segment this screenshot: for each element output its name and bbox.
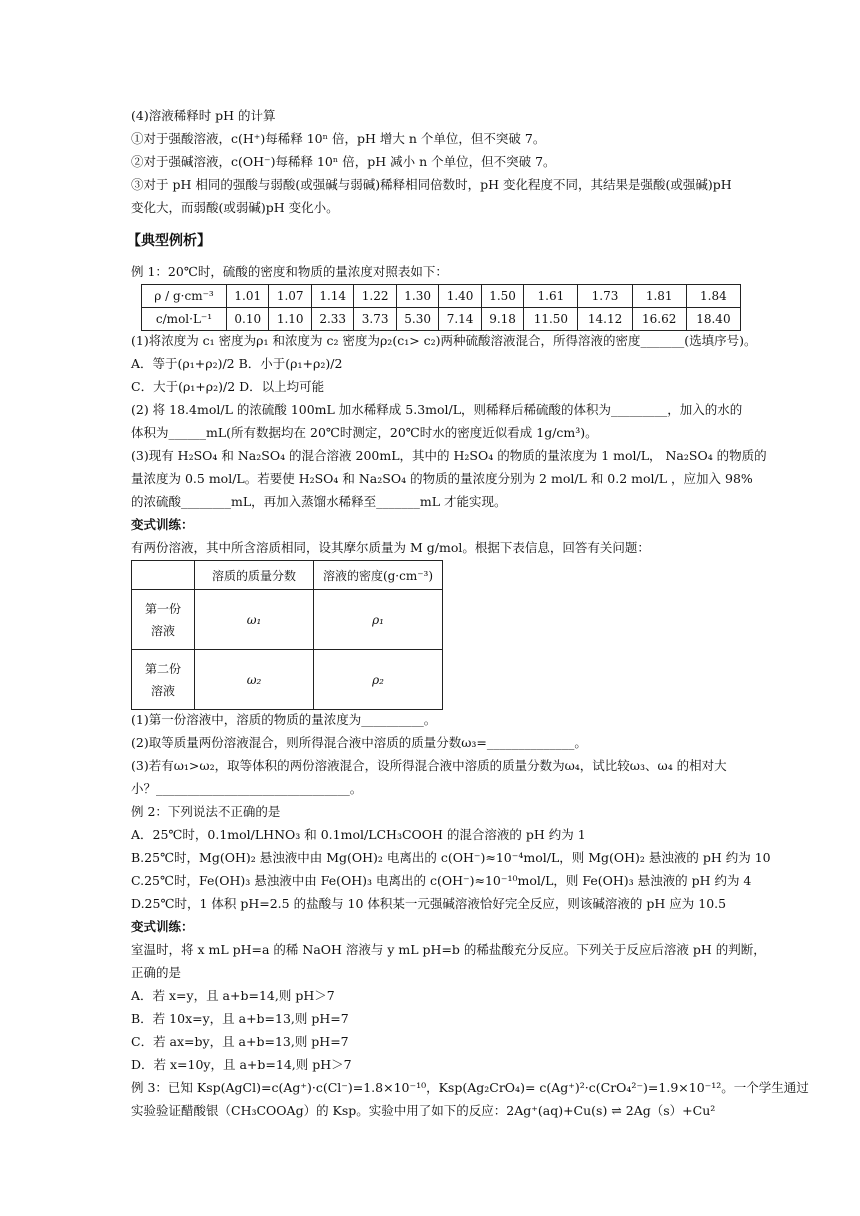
rho1-cell: ρ₁ (314, 590, 443, 650)
concentration-row-label: c/mol·L⁻¹ (142, 308, 227, 331)
density-cell: 1.50 (481, 285, 523, 308)
solution-row-2-label (132, 650, 195, 710)
example1-q3c: 的浓硫酸________mL，再加入蒸馏水稀释至_______mL 才能实现。 (131, 494, 507, 509)
variation2-intro-1: 室温时，将 x mL pH=a 的稀 NaOH 溶液与 y mL pH=b 的稀盐酸充分反应。下列关于反应后溶液 pH 的判断， (131, 942, 766, 957)
solution-row-2 (132, 650, 443, 710)
density-cell: 1.22 (354, 285, 396, 308)
solution-row-1-label-top: 第一份 (144, 601, 181, 616)
variation1-q1: (1)第一份溶液中，溶质的物质的量浓度为__________。 (131, 712, 437, 727)
solution-row-1 (132, 590, 443, 650)
example2-intro: 例 2：下列说法不正确的是 (131, 804, 281, 819)
example2-option-c: C.25℃时，Fe(OH)₃ 悬浊液中由 Fe(OH)₃ 电离出的 c(OH⁻)≈10⁻¹⁰mol/L，则 Fe(OH)₃ 悬浊液的 pH 约为 4 (131, 873, 752, 888)
example1-q3a: (3)现有 H₂SO₄ 和 Na₂SO₄ 的混合溶液 200mL，其中的 H₂SO₄ 的物质的量浓度为 1 mol/L， Na₂SO₄ 的物质的 (131, 448, 767, 463)
concentration-cell: 11.50 (524, 308, 578, 331)
example1-q2b: 体积为______mL(所有数据均在 20℃时测定，20℃时水的密度近似看成 1g/cm³)。 (131, 425, 598, 440)
variation1-q3a: (3)若有ω₁>ω₂，取等体积的两份溶液混合，设所得混合液中溶质的质量分数为ω₄，试比较ω₃、ω₄ 的相对大 (131, 758, 727, 773)
variation2-option-c: C．若 ax=by，且 a+b=13,则 pH=7 (131, 1034, 349, 1049)
concentration-cell: 1.10 (269, 308, 311, 331)
typical-examples-heading: 【典型例析】 (127, 233, 211, 249)
solution-row-1-label-bottom: 溶液 (150, 623, 175, 638)
density-cell: 1.01 (227, 285, 269, 308)
variation2-option-b: B．若 10x=y，且 a+b=13,则 pH=7 (131, 1011, 349, 1026)
concentration-cell: 16.62 (632, 308, 686, 331)
omega2-cell: ω₂ (195, 650, 314, 710)
variation2-label: 变式训练： (131, 919, 194, 934)
solution-row-2-label-bottom: 溶液 (150, 683, 175, 698)
density-cell: 1.07 (269, 285, 311, 308)
variation1-intro: 有两份溶液，其中所含溶质相同，设其摩尔质量为 M g/mol。根据下表信息，回答有关问题： (131, 540, 650, 555)
example1-q1: (1)将浓度为 c₁ 密度为ρ₁ 和浓度为 c₂ 密度为ρ₂(c₁> c₂)两种硫酸溶液混合，所得溶液的密度_______(选填序号)。 (131, 333, 757, 348)
example2-option-d: D.25℃时，1 体积 pH=2.5 的盐酸与 10 体积某一元强碱溶液恰好完全反应，则该碱溶液的 pH 应为 10.5 (131, 896, 727, 911)
variation1-q3b: 小？_______________________________。 (131, 781, 363, 796)
concentration-cell: 3.73 (354, 308, 396, 331)
density-cell: 1.81 (632, 285, 686, 308)
section-item-3b: 变化大，而弱酸(或弱碱)pH 变化小。 (131, 200, 339, 215)
section-item-2: ②对于强碱溶液，c(OH⁻)每稀释 10ⁿ 倍，pH 减小 n 个单位，但不突破 7。 (131, 154, 556, 169)
example2-option-b: B.25℃时，Mg(OH)₂ 悬浊液中由 Mg(OH)₂ 电离出的 c(OH⁻)≈10⁻⁴mol/L，则 Mg(OH)₂ 悬浊液的 pH 约为 10 (131, 850, 771, 865)
variation2-option-d: D．若 x=10y，且 a+b=14,则 pH＞7 (131, 1057, 352, 1072)
density-cell: 1.14 (311, 285, 353, 308)
example1-q1-options-ab: A．等于(ρ₁+ρ₂)/2 B．小于(ρ₁+ρ₂)/2 (131, 356, 343, 371)
density-row (142, 285, 741, 308)
section-title: (4)溶液稀释时 pH 的计算 (131, 108, 276, 123)
concentration-cell: 14.12 (578, 308, 632, 331)
density-header: 溶液的密度(g·cm⁻³) (314, 561, 443, 590)
solution-table (131, 560, 443, 710)
density-row-label: ρ / g·cm⁻³ (142, 285, 227, 308)
concentration-cell: 18.40 (686, 308, 740, 331)
example3-line-1: 例 3：已知 Ksp(AgCl)=c(Ag⁺)·c(Cl⁻)=1.8×10⁻¹⁰，Ksp(Ag₂CrO₄)= c(Ag⁺)²·c(CrO₄²⁻)=1.9×10⁻¹²。一个学生通过 (131, 1080, 809, 1095)
variation1-label: 变式训练： (131, 517, 194, 532)
density-table (141, 284, 741, 331)
concentration-cell: 2.33 (311, 308, 353, 331)
example1-q3b: 量浓度为 0.5 mol/L。若要使 H₂SO₄ 和 Na₂SO₄ 的物质的量浓度分别为 2 mol/L 和 0.2 mol/L ，应加入 98% (131, 471, 753, 486)
section-item-1: ①对于强酸溶液，c(H⁺)每稀释 10ⁿ 倍，pH 增大 n 个单位，但不突破 7。 (131, 131, 546, 146)
density-cell: 1.61 (524, 285, 578, 308)
concentration-row (142, 308, 741, 331)
section-item-3a: ③对于 pH 相同的强酸与弱酸(或强碱与弱碱)稀释相同倍数时，pH 变化程度不同，其结果是强酸(或强碱)pH (131, 177, 732, 192)
example1-intro: 例 1：20℃时，硫酸的密度和物质的量浓度对照表如下： (131, 264, 448, 279)
solution-row-1-label (132, 590, 195, 650)
solution-table-header (132, 561, 443, 590)
density-cell: 1.73 (578, 285, 632, 308)
example3-line-2: 实验验证醋酸银（CH₃COOAg）的 Ksp。实验中用了如下的反应：2Ag⁺(aq)+Cu(s) ⇌ 2Ag（s）+Cu² (131, 1103, 716, 1118)
variation1-q2: (2)取等质量两份溶液混合，则所得混合液中溶质的质量分数ω₃=______________。 (131, 735, 587, 750)
variation2-intro-2: 正确的是 (131, 965, 182, 980)
concentration-cell: 7.14 (439, 308, 481, 331)
concentration-cell: 0.10 (227, 308, 269, 331)
density-cell: 1.30 (396, 285, 438, 308)
concentration-cell: 9.18 (481, 308, 523, 331)
example1-q2a: (2) 将 18.4mol/L 的浓硫酸 100mL 加水稀释成 5.3mol/L，则稀释后稀硫酸的体积为_________，加入的水的 (131, 402, 743, 417)
mass-fraction-header: 溶质的质量分数 (195, 561, 314, 590)
empty-header-cell (132, 561, 195, 590)
omega1-cell: ω₁ (195, 590, 314, 650)
rho2-cell: ρ₂ (314, 650, 443, 710)
density-cell: 1.40 (439, 285, 481, 308)
example1-q1-options-cd: C．大于(ρ₁+ρ₂)/2 D．以上均可能 (131, 379, 325, 394)
density-cell: 1.84 (686, 285, 740, 308)
example2-option-a: A．25℃时，0.1mol/LHNO₃ 和 0.1mol/LCH₃COOH 的混合溶液的 pH 约为 1 (131, 827, 586, 842)
variation2-option-a: A．若 x=y，且 a+b=14,则 pH＞7 (131, 988, 335, 1003)
solution-row-2-label-top: 第二份 (144, 661, 181, 676)
concentration-cell: 5.30 (396, 308, 438, 331)
